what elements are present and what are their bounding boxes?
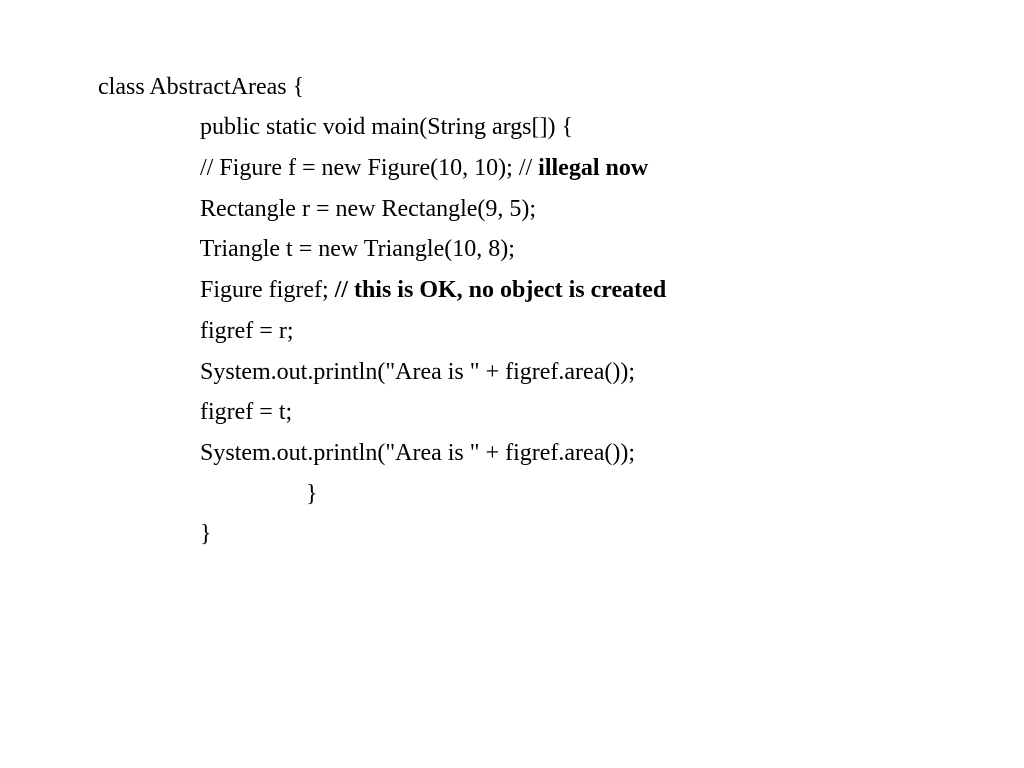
code-line-class-declaration xyxy=(62,26,666,100)
code-text: // Figure f = new Figure(10, 10); // xyxy=(200,155,539,182)
code-text: public static void main(String args[]) { xyxy=(200,114,574,141)
code-text: Triangle t = new Triangle(10, 8); xyxy=(199,236,515,263)
code-text-emphasis: // this is OK, no object is created xyxy=(334,277,667,304)
code-listing xyxy=(62,26,667,548)
code-text: figref = t; xyxy=(200,399,293,426)
code-text: } xyxy=(306,480,318,507)
code-text: Figure figref; xyxy=(200,277,335,304)
code-line-print-2 xyxy=(62,392,666,466)
code-text: figref = r; xyxy=(200,317,294,344)
code-text: System.out.println("Area is " + figref.area()); xyxy=(200,358,635,385)
code-text-emphasis: illegal now xyxy=(538,155,649,182)
code-text: System.out.println("Area is " + figref.area()); xyxy=(200,439,635,466)
code-line-close-class xyxy=(62,474,666,548)
code-text: Rectangle r = new Rectangle(9, 5); xyxy=(200,195,537,222)
code-text: } xyxy=(200,521,212,548)
code-line-print-1 xyxy=(62,311,666,385)
code-text: class AbstractAreas { xyxy=(98,73,305,100)
